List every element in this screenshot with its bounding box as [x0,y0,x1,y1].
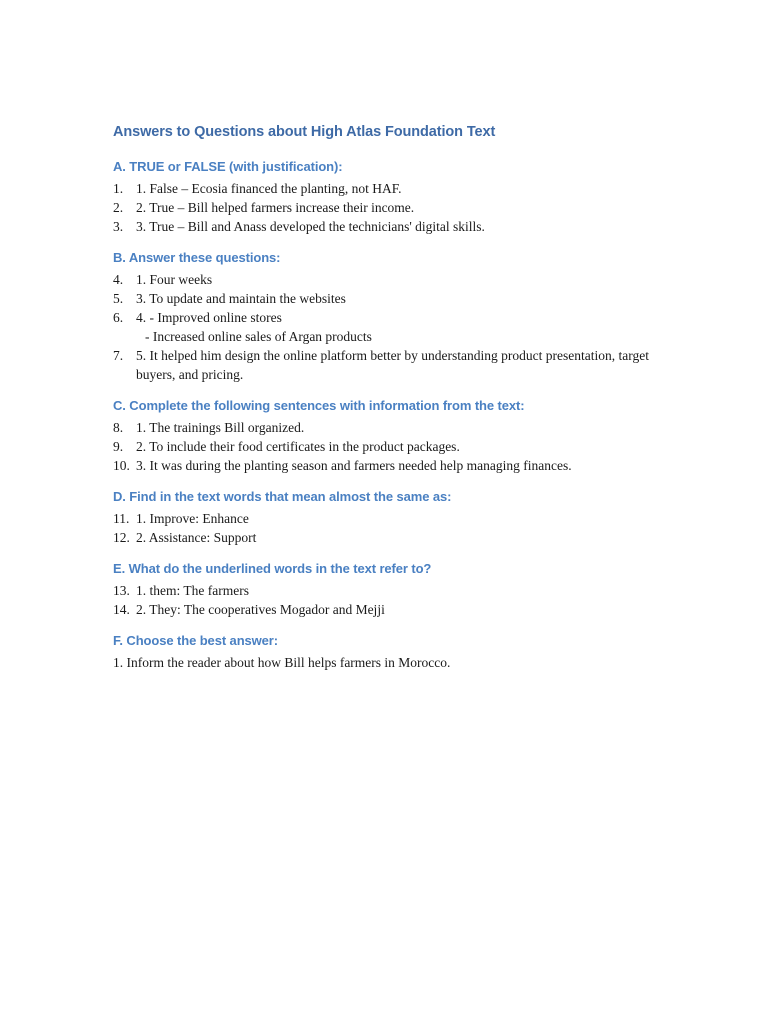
item-text: 1. The trainings Bill organized. [136,420,305,435]
answer-text: 1. Inform the reader about how Bill helps farmers in Morocco. [113,655,451,670]
item-number: 14. [113,602,130,617]
item-text: 4. - Improved online stores [136,310,282,325]
item-text: 2. To include their food certificates in the product packages. [136,439,460,454]
list-item [113,270,673,289]
section-answer-questions [113,250,673,384]
list-item [113,456,673,475]
section-best-answer [113,633,673,672]
item-number: 1. [113,181,124,196]
list-item [113,308,673,346]
item-text-continuation: - Increased online sales of Argan products [145,329,372,344]
list-item [113,509,673,528]
item-text: 1. Four weeks [136,272,213,287]
item-text: 3. To update and maintain the websites [136,291,346,306]
answer-list [113,179,673,236]
item-number: 12. [113,530,130,545]
list-item [113,289,673,308]
list-item [113,437,673,456]
document-title: Answers to Questions about High Atlas Foundation Text [113,124,496,140]
item-text-block [136,308,673,346]
item-text: 5. It helped him design the online platform better by understanding product presentation, target buyers, and pricing. [136,348,649,382]
answer-list [113,418,673,475]
section-heading: B. Answer these questions: [113,250,281,265]
item-number: 13. [113,583,130,598]
list-item [113,418,673,437]
item-number: 9. [113,439,124,454]
answer-list [113,581,673,619]
answer-list [113,509,673,547]
list-item [113,581,673,600]
item-text: 1. Improve: Enhance [136,511,249,526]
item-text: 1. False – Ecosia financed the planting, not HAF. [136,181,402,196]
section-synonyms [113,489,673,547]
item-text: 2. Assistance: Support [136,530,257,545]
item-text: 3. It was during the planting season and farmers needed help managing finances. [136,458,572,473]
item-text: 3. True – Bill and Anass developed the technicians' digital skills. [136,219,485,234]
section-heading: F. Choose the best answer: [113,633,278,648]
item-text: 2. They: The cooperatives Mogador and Mejji [136,602,385,617]
section-heading: A. TRUE or FALSE (with justification): [113,159,343,174]
item-number: 10. [113,458,130,473]
list-item [113,346,673,384]
answer-list [113,270,673,384]
document-page [113,124,673,686]
section-heading: E. What do the underlined words in the text refer to? [113,561,432,576]
item-number: 6. [113,310,124,325]
list-item [113,528,673,547]
list-item [113,198,673,217]
item-number: 8. [113,420,124,435]
item-number: 4. [113,272,124,287]
item-number: 3. [113,219,124,234]
list-item [113,600,673,619]
section-true-false [113,159,673,236]
item-text: 2. True – Bill helped farmers increase their income. [136,200,415,215]
list-item [113,217,673,236]
list-item [113,179,673,198]
section-heading: C. Complete the following sentences with information from the text: [113,398,525,413]
item-number: 2. [113,200,124,215]
item-number: 5. [113,291,124,306]
item-number: 11. [113,511,130,526]
item-text: 1. them: The farmers [136,583,249,598]
item-number: 7. [113,348,124,363]
section-references [113,561,673,619]
section-complete-sentences [113,398,673,475]
section-heading: D. Find in the text words that mean almost the same as: [113,489,452,504]
